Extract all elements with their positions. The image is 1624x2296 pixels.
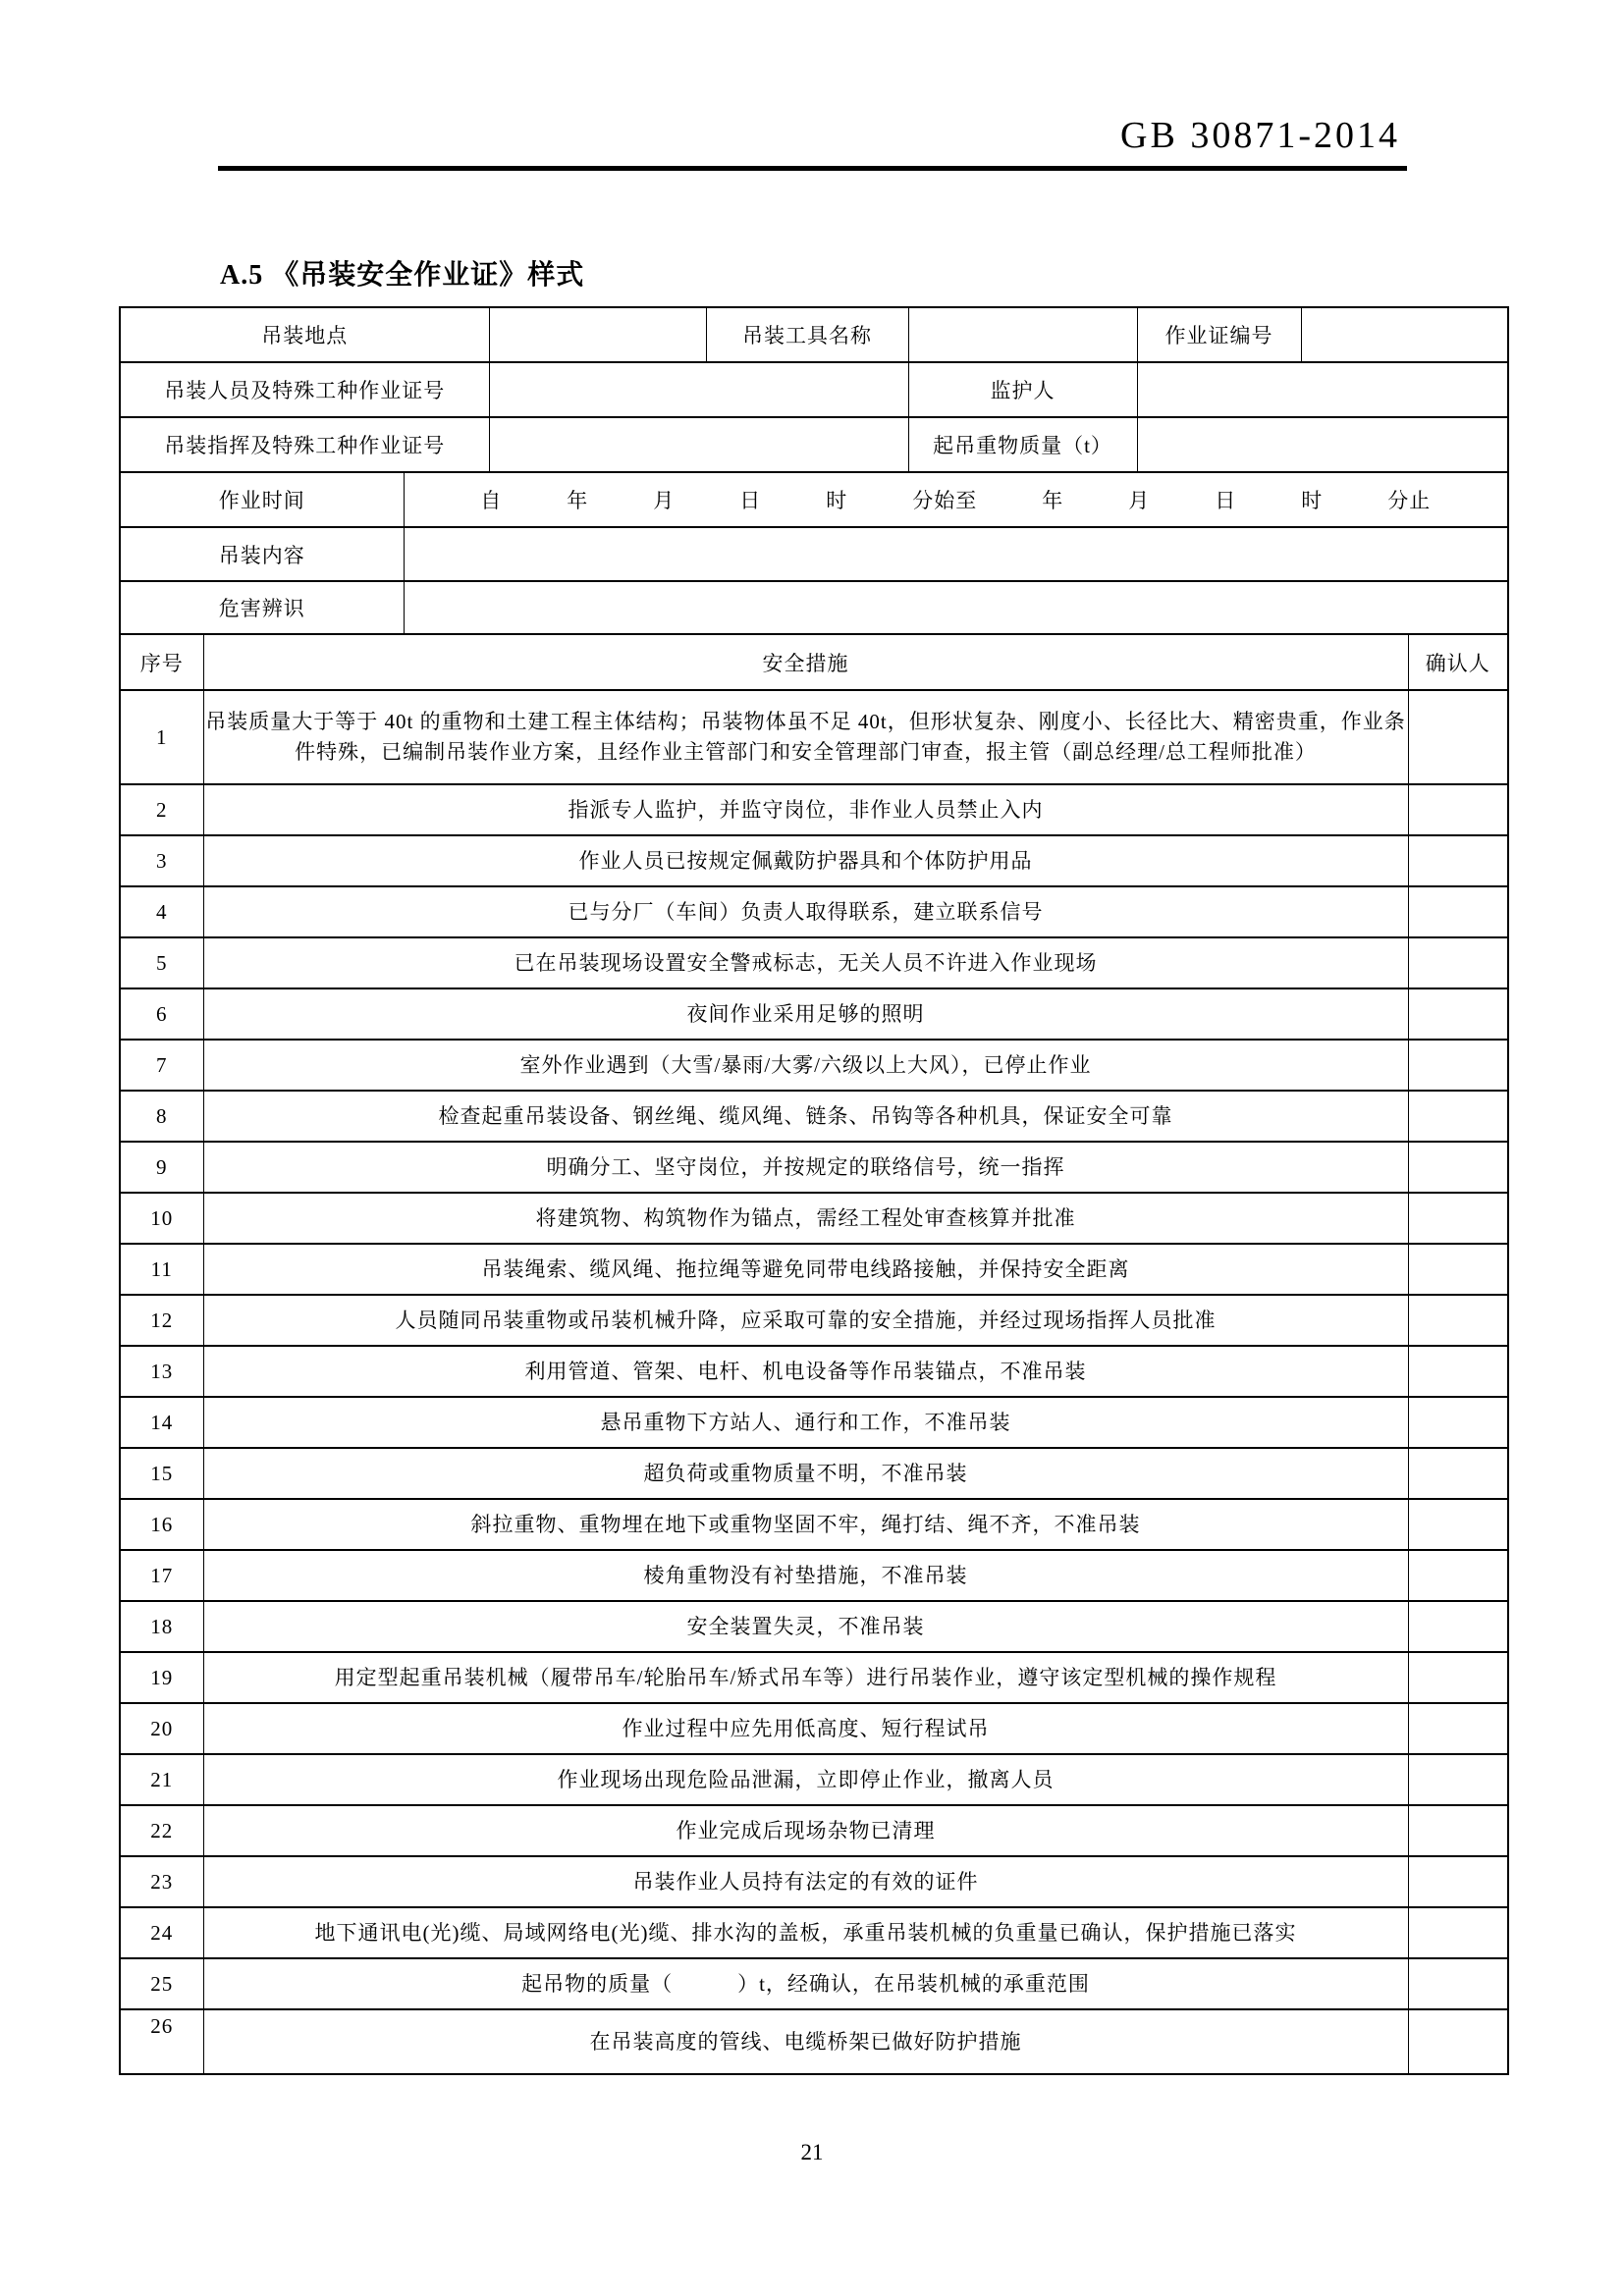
form-info-body [120,307,1508,690]
measure-text: 作业人员已按规定佩戴防护器具和个体防护用品 [203,835,1408,886]
measure-row [120,1040,1508,1091]
measure-text: 棱角重物没有衬垫措施，不准吊装 [203,1550,1408,1601]
hazard-id-value [404,581,1508,634]
lifting-content-label: 吊装内容 [120,527,404,581]
measure-text: 检查起重吊装设备、钢丝绳、缆风绳、链条、吊钩等各种机具，保证安全可靠 [203,1091,1408,1142]
measure-number: 10 [120,1193,203,1244]
measure-number: 22 [120,1805,203,1856]
measure-number: 20 [120,1703,203,1754]
measure-confirm-cell [1408,886,1508,937]
measure-number: 4 [120,886,203,937]
measures-body [120,690,1508,2074]
measure-confirm-cell [1408,1295,1508,1346]
permit-form-table [119,306,1509,2075]
measure-number: 21 [120,1754,203,1805]
measure-confirm-cell [1408,2009,1508,2074]
measure-confirm-cell [1408,1448,1508,1499]
measure-row [120,1805,1508,1856]
lifting-commander-label: 吊装指挥及特殊工种作业证号 [120,417,489,472]
measure-text: 夜间作业采用足够的照明 [203,988,1408,1040]
measure-number: 1 [120,690,203,784]
measure-text: 吊装质量大于等于 40t 的重物和土建工程主体结构；吊装物体虽不足 40t，但形状复杂、刚度小、长径比大、精密贵重，作业条件特殊，已编制吊装作业方案，且经作业主管部门和安全管理部门审查，报主管（副总经理/总工程师批准） [203,690,1408,784]
load-weight-label: 起吊重物质量（t） [908,417,1137,472]
guardian-value [1137,362,1508,417]
header-rule-divider [218,166,1407,171]
measure-text: 安全装置失灵，不准吊装 [203,1601,1408,1652]
measure-confirm-cell [1408,988,1508,1040]
measure-number: 17 [120,1550,203,1601]
measure-text: 作业完成后现场杂物已清理 [203,1805,1408,1856]
measure-confirm-cell [1408,1958,1508,2009]
measure-row [120,1601,1508,1652]
measure-text: 地下通讯电(光)缆、局域网络电(光)缆、排水沟的盖板，承重吊装机械的负重量已确认，保护措施已落实 [203,1907,1408,1958]
measure-confirm-cell [1408,1040,1508,1091]
measure-text: 利用管道、管架、电杆、机电设备等作吊装锚点，不准吊装 [203,1346,1408,1397]
measure-row [120,1958,1508,2009]
info-row-3 [120,417,1508,472]
measure-number: 9 [120,1142,203,1193]
measure-confirm-cell [1408,784,1508,835]
measure-confirm-cell [1408,1244,1508,1295]
lifting-tool-label: 吊装工具名称 [706,307,908,362]
measure-text: 指派专人监护，并监守岗位，非作业人员禁止入内 [203,784,1408,835]
measure-number: 13 [120,1346,203,1397]
measure-row [120,690,1508,784]
permit-no-value [1301,307,1508,362]
measure-row [120,937,1508,988]
lifting-content-row [120,527,1508,581]
measure-confirm-cell [1408,835,1508,886]
measure-confirm-cell [1408,937,1508,988]
measure-row [120,1499,1508,1550]
measure-text: 超负荷或重物质量不明，不准吊装 [203,1448,1408,1499]
measure-row [120,1754,1508,1805]
measure-text: 室外作业遇到（大雪/暴雨/大雾/六级以上大风），已停止作业 [203,1040,1408,1091]
measure-confirm-cell [1408,1856,1508,1907]
measure-number: 6 [120,988,203,1040]
col-confirmer-header: 确认人 [1408,634,1508,690]
lifting-tool-value [908,307,1137,362]
measure-row [120,1244,1508,1295]
measure-text: 人员随同吊装重物或吊装机械升降，应采取可靠的安全措施，并经过现场指挥人员批准 [203,1295,1408,1346]
section-title: A.5 《吊装安全作业证》样式 [220,260,585,291]
measure-row [120,1856,1508,1907]
measure-confirm-cell [1408,1754,1508,1805]
measure-confirm-cell [1408,1907,1508,1958]
measure-number: 8 [120,1091,203,1142]
measure-row [120,1907,1508,1958]
work-time-label: 作业时间 [120,472,404,527]
measure-text: 明确分工、坚守岗位，并按规定的联络信号，统一指挥 [203,1142,1408,1193]
measure-text: 作业现场出现危险品泄漏，立即停止作业，撤离人员 [203,1754,1408,1805]
hazard-id-label: 危害辨识 [120,581,404,634]
measure-number: 25 [120,1958,203,2009]
measure-confirm-cell [1408,1499,1508,1550]
measure-number: 15 [120,1448,203,1499]
measure-text: 在吊装高度的管线、电缆桥架已做好防护措施 [203,2009,1408,2074]
measure-confirm-cell [1408,1091,1508,1142]
measure-row [120,1346,1508,1397]
lifting-location-label: 吊装地点 [120,307,489,362]
measure-number: 12 [120,1295,203,1346]
measure-number: 23 [120,1856,203,1907]
measure-text: 起吊物的质量（ ）t，经确认，在吊装机械的承重范围 [203,1958,1408,2009]
measure-row [120,1550,1508,1601]
measure-row [120,1703,1508,1754]
lifting-personnel-value [489,362,908,417]
hazard-id-row [120,581,1508,634]
measure-confirm-cell [1408,690,1508,784]
measure-text: 作业过程中应先用低高度、短行程试吊 [203,1703,1408,1754]
permit-no-label: 作业证编号 [1137,307,1301,362]
page-number: 21 [800,2140,824,2164]
measure-text: 吊装绳索、缆风绳、拖拉绳等避免同带电线路接触，并保持安全距离 [203,1244,1408,1295]
measure-confirm-cell [1408,1805,1508,1856]
load-weight-value [1137,417,1508,472]
guardian-label: 监护人 [908,362,1137,417]
measure-row [120,1142,1508,1193]
measure-number: 11 [120,1244,203,1295]
measure-row [120,1397,1508,1448]
measure-text: 用定型起重吊装机械（履带吊车/轮胎吊车/矫式吊车等）进行吊装作业，遵守该定型机械的操作规程 [203,1652,1408,1703]
measure-confirm-cell [1408,1703,1508,1754]
lifting-commander-value [489,417,908,472]
measure-number: 3 [120,835,203,886]
col-measure-header: 安全措施 [203,634,1408,690]
measure-text: 已在吊装现场设置安全警戒标志，无关人员不许进入作业现场 [203,937,1408,988]
measure-row [120,886,1508,937]
lifting-personnel-label: 吊装人员及特殊工种作业证号 [120,362,489,417]
measure-row [120,988,1508,1040]
measure-confirm-cell [1408,1601,1508,1652]
measure-number: 5 [120,937,203,988]
measure-text: 将建筑物、构筑物作为锚点，需经工程处审查核算并批准 [203,1193,1408,1244]
lifting-location-value [489,307,706,362]
info-row-2 [120,362,1508,417]
measure-confirm-cell [1408,1193,1508,1244]
measure-number: 24 [120,1907,203,1958]
measures-header-row [120,634,1508,690]
measure-number: 14 [120,1397,203,1448]
measure-number: 19 [120,1652,203,1703]
work-time-value: 自 年 月 日 时 分始至 年 月 日 时 分止 [404,472,1508,527]
measure-number: 2 [120,784,203,835]
measure-row [120,784,1508,835]
measure-number: 7 [120,1040,203,1091]
measure-confirm-cell [1408,1652,1508,1703]
measure-confirm-cell [1408,1346,1508,1397]
measure-text: 吊装作业人员持有法定的有效的证件 [203,1856,1408,1907]
measure-row [120,1091,1508,1142]
col-no-header: 序号 [120,634,203,690]
measure-text: 斜拉重物、重物埋在地下或重物坚固不牢，绳打结、绳不齐，不准吊装 [203,1499,1408,1550]
measure-text: 悬吊重物下方站人、通行和工作，不准吊装 [203,1397,1408,1448]
measure-text: 已与分厂（车间）负责人取得联系，建立联系信号 [203,886,1408,937]
measure-confirm-cell [1408,1142,1508,1193]
measure-row [120,2009,1508,2074]
lifting-content-value [404,527,1508,581]
measure-row [120,1193,1508,1244]
measure-number: 18 [120,1601,203,1652]
measure-confirm-cell [1408,1397,1508,1448]
measure-row [120,1295,1508,1346]
work-time-row [120,472,1508,527]
measure-number: 16 [120,1499,203,1550]
measure-row [120,1652,1508,1703]
info-row-1 [120,307,1508,362]
measure-confirm-cell [1408,1550,1508,1601]
measure-number: 26 [120,2009,203,2074]
measure-row [120,835,1508,886]
standard-code: GB 30871-2014 [1120,115,1400,156]
measure-row [120,1448,1508,1499]
